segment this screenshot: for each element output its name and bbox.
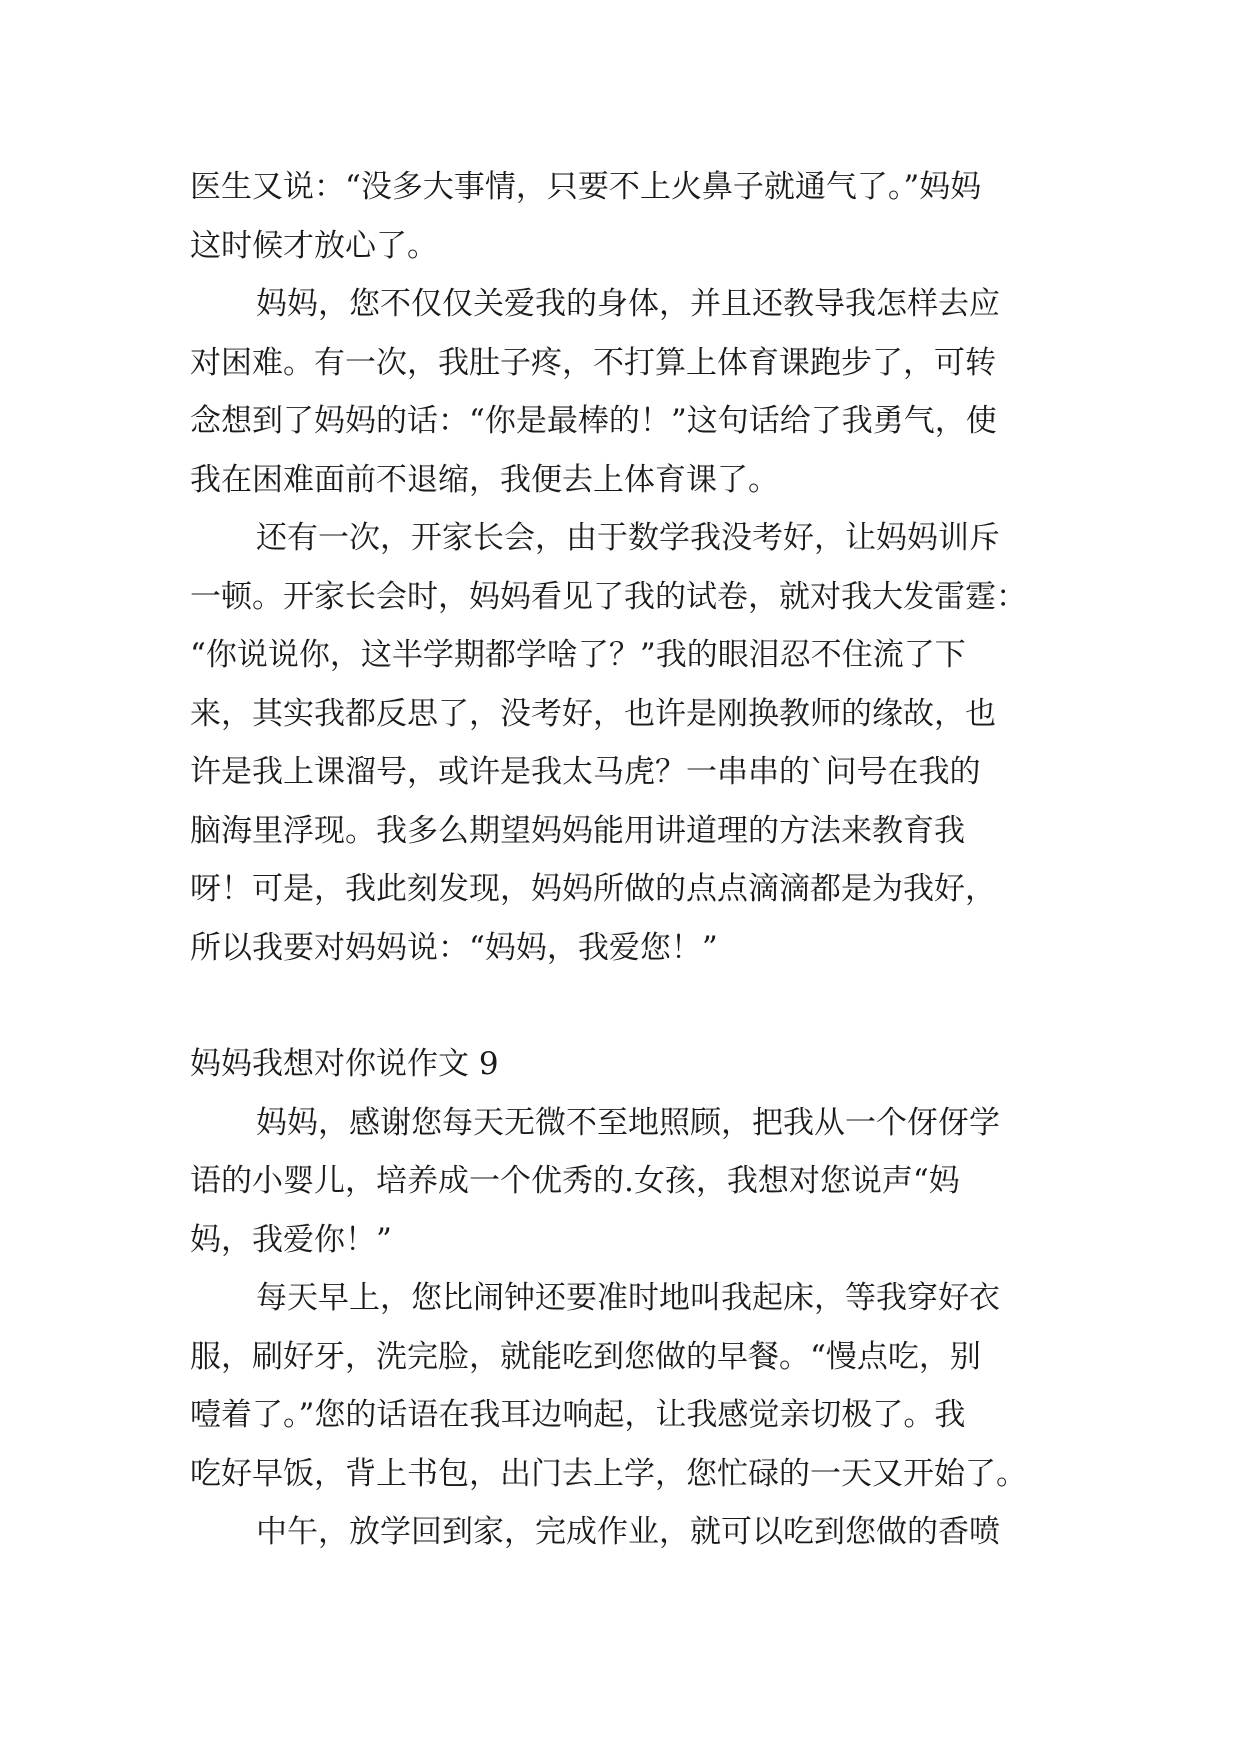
text-line: 中午，放学回到家，完成作业，就可以吃到您做的香喷 [256, 1514, 1000, 1550]
paragraph [190, 1269, 1070, 1503]
text-line: 所以我要对妈妈说：“妈妈，我爱您！” [190, 929, 718, 966]
text-line: 服，刷好牙，洗完脸，就能吃到您做的早餐。“慢点吃，别 [190, 1338, 981, 1375]
text-line: 呀！可是，我此刻发现，妈妈所做的点点滴滴都是为我好， [190, 871, 996, 907]
text-line: 妈妈，您不仅仅关爱我的身体，并且还教导我怎样去应 [256, 286, 1000, 322]
text-line: 来，其实我都反思了，没考好，也许是刚换教师的缘故，也 [190, 695, 996, 732]
document-body [190, 158, 1070, 1562]
text-line: 还有一次，开家长会，由于数学我没考好，让妈妈训斥 [256, 520, 1000, 556]
paragraph [190, 509, 1070, 977]
text-line: 噎着了。”您的话语在我耳边响起，让我感觉亲切极了。我 [190, 1397, 966, 1433]
text-line: 这时候才放心了。 [190, 227, 438, 264]
text-line: 医生又说：“没多大事情，只要不上火鼻子就通气了。”妈妈 [190, 169, 982, 205]
text-line: 妈妈，感谢您每天无微不至地照顾，把我从一个伢伢学 [256, 1104, 1000, 1141]
paragraph [190, 1094, 1070, 1270]
essay-title: 妈妈我想对你说作文 9 [190, 1046, 499, 1082]
text-line: “你说说你，这半学期都学啥了？”我的眼泪忍不住流了下 [190, 637, 966, 673]
text-line: 语的小婴儿，培养成一个优秀的.女孩，我想对您说声“妈 [190, 1163, 960, 1199]
text-line: 念想到了妈妈的话：“你是最棒的！”这句话给了我勇气，使 [190, 403, 997, 439]
text-line: 一顿。开家长会时，妈妈看见了我的试卷，就对我大发雷霆： [190, 578, 1027, 615]
paragraph [190, 158, 1070, 275]
text-line: 对困难。有一次，我肚子疼，不打算上体育课跑步了，可转 [190, 344, 996, 381]
paragraph [190, 275, 1070, 509]
text-line: 妈，我爱你！” [190, 1221, 392, 1258]
text-line: 许是我上课溜号，或许是我太马虎？一串串的`问号在我的 [190, 754, 981, 790]
paragraph [190, 1503, 1070, 1562]
text-line: 每天早上，您比闹钟还要准时地叫我起床，等我穿好衣 [256, 1280, 1000, 1316]
section-spacer [190, 977, 1070, 1035]
text-line: 我在困难面前不退缩，我便去上体育课了。 [190, 461, 779, 498]
text-line: 脑海里浮现。我多么期望妈妈能用讲道理的方法来教育我 [190, 812, 965, 849]
text-line: 吃好早饭，背上书包，出门去上学，您忙碌的一天又开始了。 [190, 1455, 1027, 1492]
